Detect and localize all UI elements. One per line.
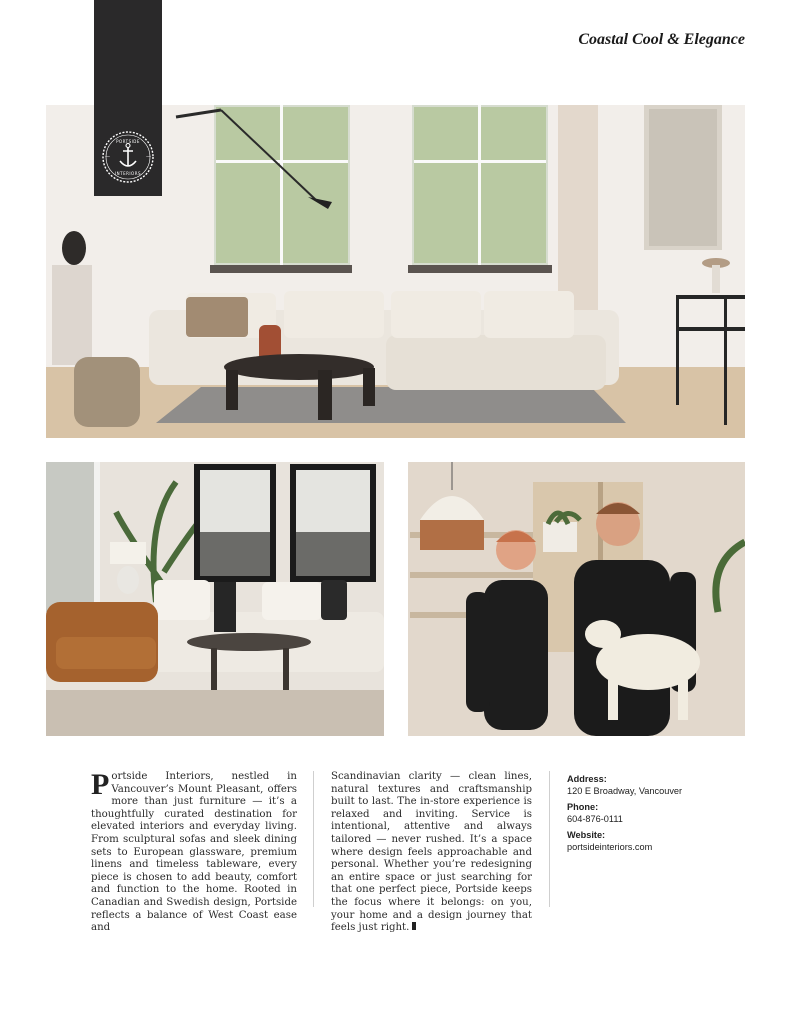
showroom-sofa-photo: [46, 462, 384, 736]
logo-text-bottom: INTERIORS: [114, 171, 142, 176]
website-link[interactable]: portsideinteriors.com: [567, 842, 653, 852]
address-value: 120 E Broadway, Vancouver: [567, 786, 683, 796]
owners-portrait-photo: [408, 462, 745, 736]
logo-text-top: PORTSIDE: [116, 139, 140, 144]
logo-mark-left: —: [105, 154, 110, 160]
logo-mark-right: —: [146, 154, 151, 160]
article-column-1: [91, 768, 297, 935]
column-divider-2: [549, 771, 550, 907]
address-label: Address:: [567, 774, 607, 784]
website-label: Website:: [567, 830, 606, 840]
contact-info: [567, 771, 757, 857]
article-column-2: [331, 771, 532, 935]
portside-logo: [101, 130, 155, 184]
end-mark: [412, 922, 416, 930]
dropcap: P: [91, 768, 110, 801]
logo-band: [94, 0, 162, 196]
phone-value[interactable]: 604-876-0111: [567, 814, 623, 824]
phone-label: Phone:: [567, 802, 599, 812]
column-divider-1: [313, 771, 314, 907]
section-title: Coastal Cool & Elegance: [578, 31, 745, 48]
article-text-2: Scandinavian clarity — clean lines, natural textures and craftsmanship built to last. The in-store experience is relaxed and inviting. Service is intentional, attentive and always tailored — never rushed. It’s a space where design feels approachable and personal. Whether you’re redesigning an entire space or just searching for that one perfect piece, Portside keeps the focus where it belongs: on you, your home and a design journey that feels just right.: [331, 771, 532, 934]
article-text-1: ortside Interiors, nestled in Vancouver’s Mount Pleasant, offers more than just furniture — it’s a thoughtfully curated destination for elevated interiors and everyday living. From sculptural sofas and sleek dining sets to European glassware, premium linens and timeless tableware, every piece is chosen to add beauty, comfort and function to the home. Rooted in Canadian and Swedish design, Portside reflects a balance of West Coast ease and: [91, 771, 297, 934]
